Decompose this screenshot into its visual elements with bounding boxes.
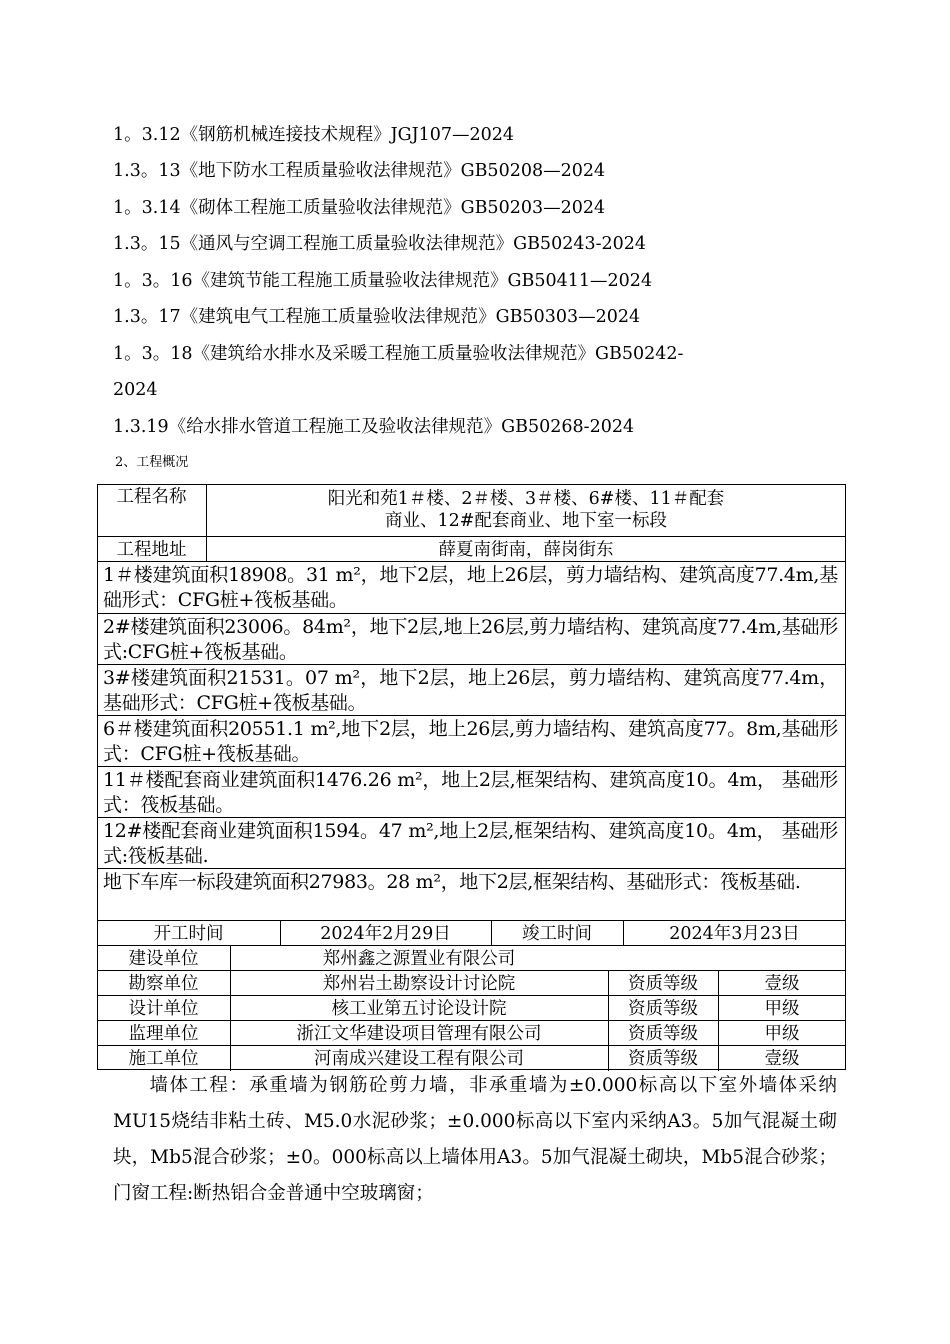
qualification-label: 资质等级	[628, 973, 698, 994]
table-row-building	[97, 868, 846, 921]
project-overview-table	[97, 484, 846, 1070]
reference-item: 1。3.12《钢筋机械连接技术规程》JGJ107—2024	[113, 125, 515, 145]
qualification-label: 资质等级	[628, 998, 698, 1019]
building-description: 地下车库一标段建筑面积27983。28 m²，地下2层,框架结构、基础形式：筏板基础.	[103, 871, 801, 893]
end-date-value: 2024年3月23日	[669, 923, 800, 944]
table-row-owner	[97, 945, 846, 971]
qualification-label: 资质等级	[628, 1048, 698, 1069]
unit-name: 核工业第五讨论设计院	[331, 998, 507, 1019]
owner-label: 建设单位	[128, 948, 199, 969]
reference-item-continuation: 2024	[113, 380, 158, 400]
building-description: 12#楼配套商业建筑面积1594。47 m²,地上2层,框架结构、建筑高度10。4m， 基础形式:筏板基础.	[103, 820, 838, 867]
qualification-level: 甲级	[764, 998, 800, 1019]
building-description: 3#楼建筑面积21531。07 m²，地下2层，地上26层，剪力墙结构、建筑高度77.4m，基础形式：CFG桩+筏板基础。	[103, 667, 838, 714]
section-title: 2、工程概况	[115, 455, 189, 470]
table-row-unit	[97, 970, 846, 996]
table-row-building	[97, 664, 846, 716]
unit-name: 河南成兴建设工程有限公司	[314, 1048, 524, 1069]
reference-item: 1。3.14《砌体工程施工质量验收法律规范》GB50203—2024	[113, 198, 606, 218]
reference-item: 1。3。16《建筑节能工程施工质量验收法律规范》GB50411—2024	[113, 271, 653, 291]
body-paragraph	[113, 1068, 837, 1212]
building-description: 6＃楼建筑面积20551.1 m²,地下2层，地上26层,剪力墙结构、建筑高度77。8m,基础形式：CFG桩+筏板基础。	[103, 718, 838, 765]
project-name-value	[206, 484, 846, 536]
address-label: 工程地址	[116, 539, 187, 560]
unit-name: 郑州岩土勘察设计讨论院	[322, 973, 516, 994]
qualification-label: 资质等级	[628, 1023, 698, 1044]
unit-name: 浙江文华建设项目管理有限公司	[296, 1023, 542, 1044]
project-name-label: 工程名称	[116, 487, 187, 507]
building-description: 1＃楼建筑面积18908。31 m²，地下2层，地上26层，剪力墙结构、建筑高度77.4m,基础形式：CFG桩+筏板基础。	[103, 564, 838, 611]
reference-item: 1.3.19《给水排水管道工程施工及验收法律规范》GB50268-2024	[113, 417, 635, 437]
table-row-building	[97, 766, 846, 818]
unit-label: 设计单位	[128, 998, 199, 1019]
unit-label: 施工单位	[128, 1048, 199, 1069]
qualification-level: 壹级	[764, 1048, 800, 1069]
address-value: 薛夏南街南，薛岗街东	[438, 539, 614, 560]
unit-label: 监理单位	[128, 1023, 199, 1044]
table-row-address	[97, 536, 846, 562]
reference-item: 1.3。15《通风与空调工程施工质量验收法律规范》GB50243-2024	[113, 234, 647, 254]
project-name-line: 商业、12#配套商业、地下室一标段	[385, 511, 667, 531]
unit-label: 勘察单位	[128, 973, 199, 994]
qualification-level: 壹级	[764, 973, 800, 994]
table-row-unit	[97, 1020, 846, 1046]
reference-item: 1.3。17《建筑电气工程施工质量验收法律规范》GB50303—2024	[113, 307, 641, 327]
start-date-label: 开工时间	[153, 923, 224, 944]
table-row-building	[97, 561, 846, 614]
reference-item: 1。3。18《建筑给水排水及采暖工程施工质量验收法律规范》GB50242-	[113, 344, 684, 364]
qualification-level: 甲级	[764, 1023, 800, 1044]
building-description: 11＃楼配套商业建筑面积1476.26 m²，地上2层,框架结构、建筑高度10。4m， 基础形式：筏板基础。	[103, 769, 838, 816]
body-paragraph-text: 墙体工程：承重墙为钢筋砼剪力墙，非承重墙为±0.000标高以下室外墙体采纳MU15烧结非粘土砖、M5.0水泥砂浆；±0.000标高以下室内采纳A3。5加气混凝土砌块，Mb5混合砂浆；±0。000标高以上墙体用A3。5加气混凝土砌块，Mb5混合砂浆；门窗工程:断热铝合金普通中空玻璃窗；	[113, 1075, 837, 1204]
owner-value: 郑州鑫之源置业有限公司	[322, 948, 516, 969]
reference-item: 1.3。13《地下防水工程质量验收法律规范》GB50208—2024	[113, 161, 606, 181]
table-row-unit	[97, 995, 846, 1021]
table-row-dates	[97, 920, 846, 946]
end-date-label: 竣工时间	[522, 923, 592, 944]
table-row-building	[97, 817, 846, 869]
building-description: 2#楼建筑面积23006。84m²，地下2层,地上26层,剪力墙结构、建筑高度77.4m,基础形式:CFG桩+筏板基础。	[103, 616, 838, 663]
table-row-building	[97, 613, 846, 665]
project-name-line: 阳光和苑1＃楼、2＃楼、3＃楼、6#楼、11＃配套	[327, 489, 725, 509]
start-date-value: 2024年2月29日	[320, 923, 451, 944]
table-row-building	[97, 715, 846, 767]
table-row-project-name	[97, 484, 846, 536]
